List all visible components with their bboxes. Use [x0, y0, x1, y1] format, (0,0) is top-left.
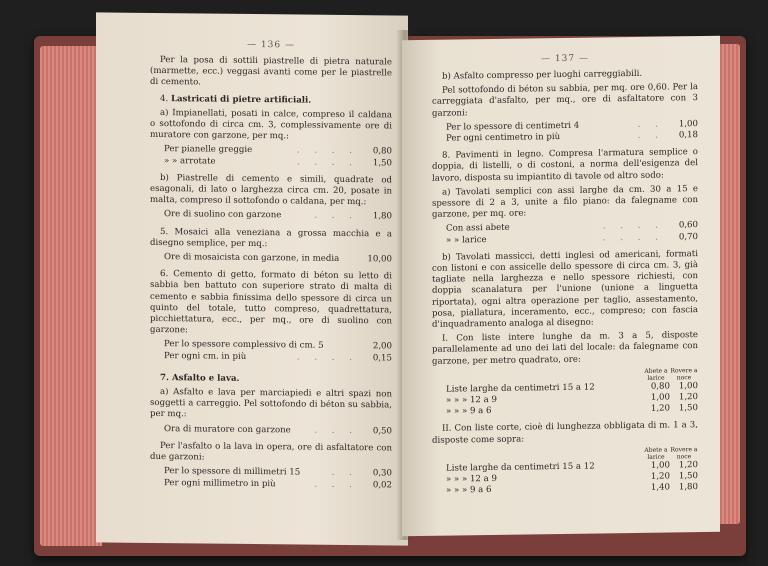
paragraph: 8. Pavimenti in legno. Compresa l'armatura semplice o doppia, di listelli, o di costoni, a norma dell'esigenza del lavoro, disposta su impiantito di tavole od altro sodo: [432, 147, 698, 184]
table-row: Per lo spessore complessivo di cm. 5 2,00 [164, 339, 392, 352]
paragraph: b) Asfalto compresso per luoghi carreggiabili. [442, 68, 643, 82]
paragraph: 6. Cemento di getto, formato di béton su letto di sabbia ben battuto con superiore strato di malta di cemento e sabbia finissima dello spessore di circa un quinto del totale, tutto compreso, quadrettatura, picchiettatura, ecc., per mq., ore di suolino con garzone: [150, 269, 392, 336]
paragraph: a) Asfalto e lava per marciapiedi e altri spazi non soggetti a carreggio. Pel sottofondo di béton su sabbia, per mq.: [150, 387, 392, 420]
paragraph: Pel sottofondo di béton su sabbia, per mq. ore 0,60. Per la carreggiata d'asfalto, per mq., ore di asfaltatore con 3 garzoni: [432, 82, 698, 119]
left-page [96, 12, 408, 545]
table-row: » » » 12 a 9 1,20 1,50 [446, 471, 698, 485]
column-headers: Abete a larice Rovere a noce [644, 445, 698, 461]
table-row: Per ogni cm. in più . . . . 0,15 [164, 350, 392, 364]
table-row: Ora di muratore con garzone . . . 0,50 [164, 423, 392, 437]
table-row: Per lo spessore di millimetri 15 . . 0,30 [164, 466, 392, 479]
table-row: » » arrotate . . . . 1,50 [164, 155, 392, 169]
paragraph: b) Piastrelle di cemento e simili, quadrate od esagonali, di lato o larghezza circa cm. 20, posate in malta, compreso il sottofondo o caldana, per mq.: [150, 172, 392, 208]
table-row: Per lo spessore di centimetri 4 . . 1,00 [446, 118, 698, 133]
table-row: » » larice . . . . 0,70 [446, 231, 698, 246]
table-row: Per pianelle greggie . . . . 0,80 [164, 144, 392, 157]
table-row: Liste larghe da centimetri 15 a 12 1,00 1,20 [446, 459, 698, 474]
paragraph: b) Tavolati massicci, detti inglesi od americani, formati con listoni e con assicelle dello spessore di circa cm. 3, già tagliate nella larghezza e nello spessore richiesti, con doppia scanalatura per l'unione (unione a linguetta riportata), ogni altra operazione per taglio, assestamento, posa, piallatura, inceramento, ecc., compreso; con fascia d'inquadramento analoga al disegno: [432, 248, 698, 330]
paragraph: II. Con liste corte, cioè di lunghezza obbligata di m. 1 a 3, disposte come sopra: [432, 420, 698, 446]
right-page [402, 36, 720, 536]
table-row: Ore di suolino con garzone . . . 1,80 [164, 209, 392, 222]
table-row: » » » 9 a 6 1,40 1,80 [446, 482, 698, 496]
paragraph: Per la posa di sottili piastrelle di pietra naturale (marmette, ecc.) veggasi avanti come per le piastrelle di cemento. [150, 55, 392, 88]
page-edges-left [40, 46, 102, 546]
table-row: Liste larghe da centimetri 15 a 12 0,80 1,00 [446, 380, 698, 395]
paragraph: a) Impianellati, posati in calce, compreso il caldana o sottofondo di circa cm. 3, complessivamente ore di muratore con garzone, per mq.: [150, 107, 392, 142]
section-heading: 7. Asfalto e lava. [160, 372, 240, 384]
table-row: » » » 9 a 6 1,20 1,50 [446, 403, 698, 417]
paragraph: 5. Mosaici alla veneziana a grossa macchia e a disegno semplice, per mq.: [150, 226, 392, 250]
table-row: Con assi abete . . . . 0,60 [446, 220, 698, 235]
section-heading: 4. Lastricati di pietre artificiali. [160, 93, 312, 106]
table-row: Per ogni millimetro in più . . . 0,02 [164, 477, 392, 490]
paragraph: Per l'asfalto o la lava in opera, ore di asfaltatore con due garzoni: [150, 440, 392, 463]
paragraph: a) Tavolati semplici con assi larghe da cm. 30 a 15 e spessore di 2 a 3, unite a filo piano: da falegname con garzone, per mq. ore: [432, 183, 698, 221]
page-number: — 137 — [541, 53, 589, 65]
page-number: — 136 — [247, 39, 295, 51]
table-row: » » » 12 a 9 1,00 1,20 [446, 392, 698, 406]
table-row: Per ogni centimetro in più . . 0,18 [446, 130, 698, 144]
paragraph: I. Con liste intere lunghe da m. 3 a 5, disposte parallelamente ad uno dei lati del locale: da falegname con garzone, per metro quadrato, ore: [432, 330, 698, 367]
table-row: Ore di mosaicista con garzone, in media 10,00 [164, 252, 392, 265]
column-headers: Abete a larice Rovere a noce [644, 366, 698, 382]
